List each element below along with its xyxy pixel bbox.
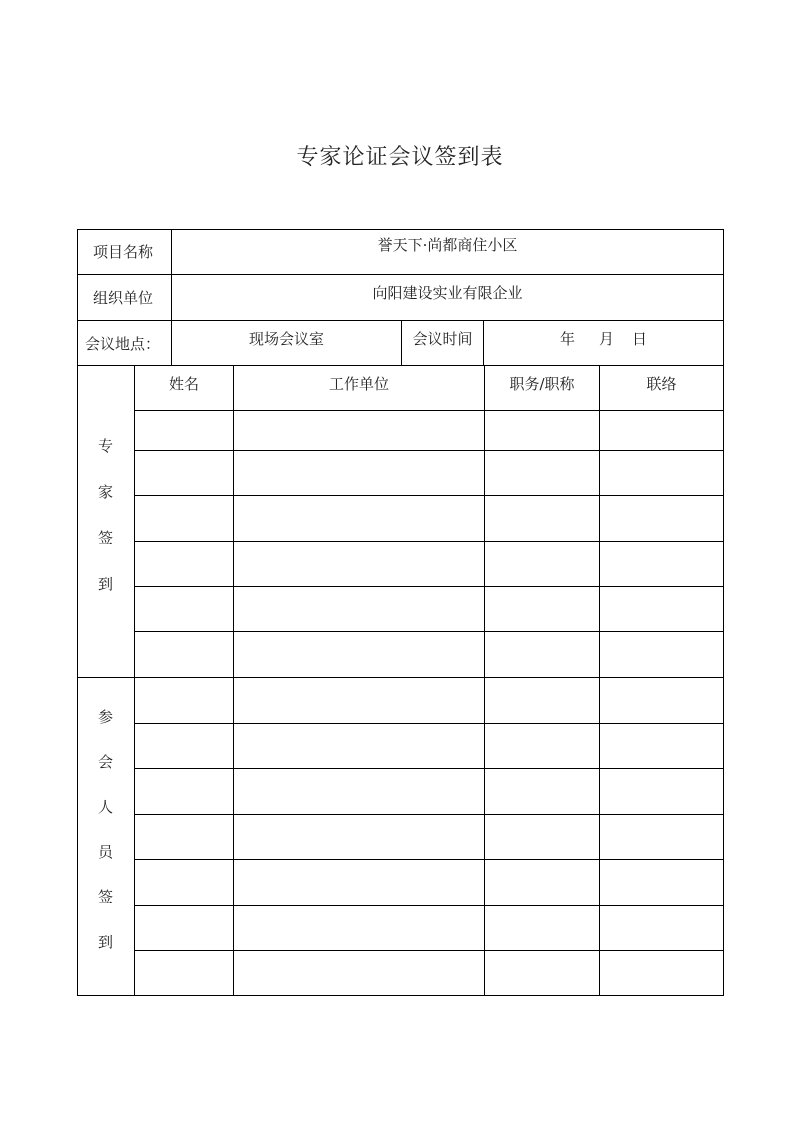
attendees-label-char: 到 <box>97 933 113 951</box>
section-divider <box>77 677 724 678</box>
row-divider <box>134 631 724 632</box>
experts-label-char: 专 <box>97 437 113 455</box>
time-year: 年 <box>559 329 575 348</box>
time-value <box>484 321 723 355</box>
attendees-section-label <box>77 706 134 976</box>
project-name-value: 誉天下·尚都商住小区 <box>377 235 518 254</box>
location-value: 现场会议室 <box>248 329 324 348</box>
time-label: 会议时间 <box>412 329 473 348</box>
time-day: 日 <box>632 329 648 348</box>
row-divider <box>134 768 724 769</box>
org-label: 组织单位 <box>93 289 154 307</box>
attendees-label-char: 人 <box>97 798 113 816</box>
attendees-label-char: 参 <box>97 708 113 726</box>
table-border-right <box>723 229 724 996</box>
time-month: 月 <box>598 329 614 348</box>
org-value: 向阳建设实业有限企业 <box>372 283 523 302</box>
location-label: 会议地点： <box>85 334 161 353</box>
row-divider <box>134 814 724 815</box>
experts-label-char: 签 <box>97 529 113 547</box>
attendees-label-char: 会 <box>97 753 113 771</box>
column-header-contact: 联络 <box>646 375 677 393</box>
experts-label-char: 家 <box>97 483 113 501</box>
row-divider <box>134 586 724 587</box>
project-name-label: 项目名称 <box>93 243 154 261</box>
row-divider <box>134 859 724 860</box>
column-header-name: 姓名 <box>168 375 199 393</box>
row-divider <box>134 410 724 411</box>
column-header-unit: 工作单位 <box>328 375 389 393</box>
col-divider <box>599 365 600 996</box>
row-divider <box>134 541 724 542</box>
experts-label-char: 到 <box>97 575 113 593</box>
col-divider <box>484 365 485 996</box>
col-divider <box>233 365 234 996</box>
attendees-label-char: 签 <box>97 888 113 906</box>
row-divider <box>134 950 724 951</box>
experts-section-label <box>77 435 134 619</box>
attendees-label-char: 员 <box>97 843 113 861</box>
table-border-bottom <box>77 995 724 996</box>
row-divider <box>134 495 724 496</box>
row-divider <box>134 723 724 724</box>
col-divider <box>134 365 135 996</box>
row-divider <box>134 905 724 906</box>
row-divider <box>134 450 724 451</box>
column-header-position: 职务/职称 <box>509 375 575 393</box>
sign-in-table <box>77 229 724 996</box>
page-title: 专家论证会议签到表 <box>296 145 504 170</box>
